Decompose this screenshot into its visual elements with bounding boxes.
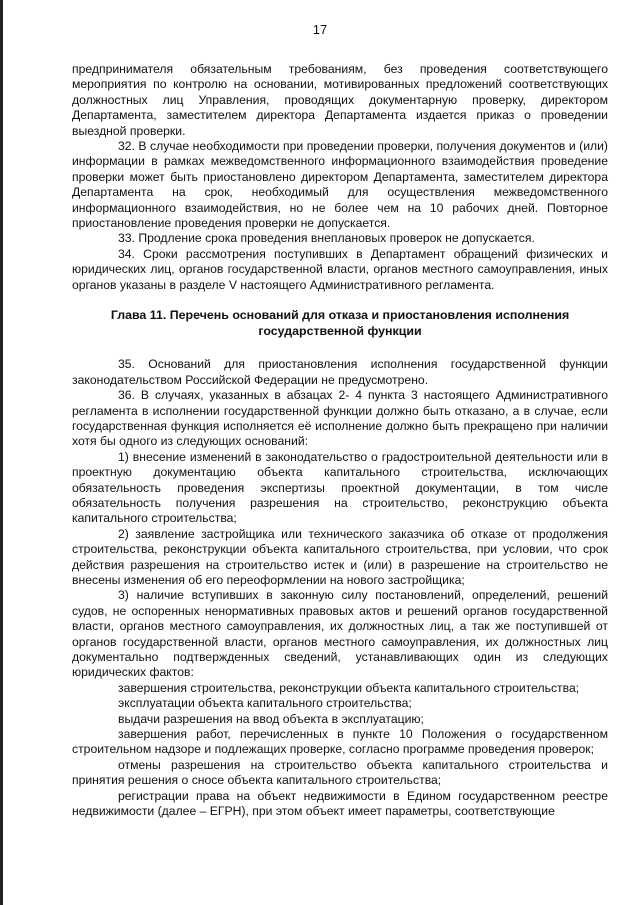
paragraph: 1) внесение изменений в законодательство о градостроительной деятельности или в проектную документацию объекта капитального строительства, исключающих обязательность проведения экспертизы проектной документации, в том числе обязательность получения разрешения на строительство, реконструкцию объекта капитального строительства;: [72, 449, 608, 526]
paragraph: отмены разрешения на строительство объекта капитального строительства и принятия решения о сносе объекта капитального строительства;: [72, 757, 608, 788]
page-number: 17: [312, 22, 328, 37]
paragraph: 2) заявление застройщика или технического заказчика об отказе от продолжения строительства, реконструкции объекта капитального строительства, при условии, что срок действия разрешения на строительство истек и (или) в разрешение на строительство не внесены изменения об его переоформлении на нового застройщика;: [72, 526, 608, 587]
paragraphs-after-heading: [72, 357, 608, 819]
paragraph: 32. В случае необходимости при проведении проверки, получения документов и (или) информации в рамках межведомственного информационного взаимодействия проведение проверки может быть приостановлено директором Департамента, заместителем директора Департамента на срок, необходимый для осуществления межведомственного информационного взаимодействия, но не более чем на 10 рабочих дней. Повторное приостановление проведения проверки не допускается.: [72, 139, 608, 231]
scan-edge-line: [0, 0, 3, 905]
paragraph: эксплуатации объекта капитального строительства;: [118, 696, 412, 711]
paragraph: 34. Сроки рассмотрения поступивших в Департамент обращений физических и юридических лиц, органов государственной власти, органов местного самоуправления, иных органов указаны в разделе V настоящего Административного регламента.: [72, 246, 608, 292]
paragraph: завершения строительства, реконструкции объекта капитального строительства;: [118, 680, 580, 695]
document-body: [72, 62, 608, 819]
paragraph: выдачи разрешения на ввод объекта в эксплуатацию;: [118, 711, 424, 726]
paragraph: завершения работ, перечисленных в пункте 10 Положения о государственном строительном надзоре и подлежащих проверке, согласно программе проведения проверок;: [72, 727, 608, 757]
paragraph: 3) наличие вступивших в законную силу постановлений, определений, решений судов, не оспоренных ненормативных правовых актов и решений органов государственной власти, органов местного самоуправления, их должностных лиц, а так же поступившей от органов государственной власти, органов местного самоуправления, их должностных лиц документально подтвержденных сведений, устанавливающих один из следующих юридических фактов:: [72, 588, 608, 680]
chapter-heading: Глава 11. Перечень оснований для отказа и приостановления исполнения государственной функции: [110, 308, 570, 338]
paragraph: предпринимателя обязательным требованиям, без проведения соответствующего мероприятия по контролю на основании, мотивированных предложений соответствующих должностных лиц Управления, проводящих документарную проверку, директором Департамента, заместителем директора Департамента издается приказ о проведении выездной проверки.: [72, 62, 608, 138]
paragraph: 36. В случаях, указанных в абзацах 2- 4 пункта 3 настоящего Административного регламента в исполнении государственной функции должно быть отказано, а в случае, если государственная функция исполняется её исполнение должно быть прекращено при наличии хотя бы одного из следующих оснований:: [72, 388, 608, 449]
paragraph: регистрации права на объект недвижимости в Едином государственном реестре недвижимости (далее – ЕГРН), при этом объект имеет параметры, соответствующие: [72, 788, 608, 819]
paragraph: 33. Продление срока проведения внеплановых проверок не допускается.: [118, 231, 535, 246]
paragraphs-before-heading: [72, 62, 608, 293]
paragraph: 35. Оснований для приостановления исполнения государственной функции законодательством Российской Федерации не предусмотрено.: [72, 357, 608, 387]
